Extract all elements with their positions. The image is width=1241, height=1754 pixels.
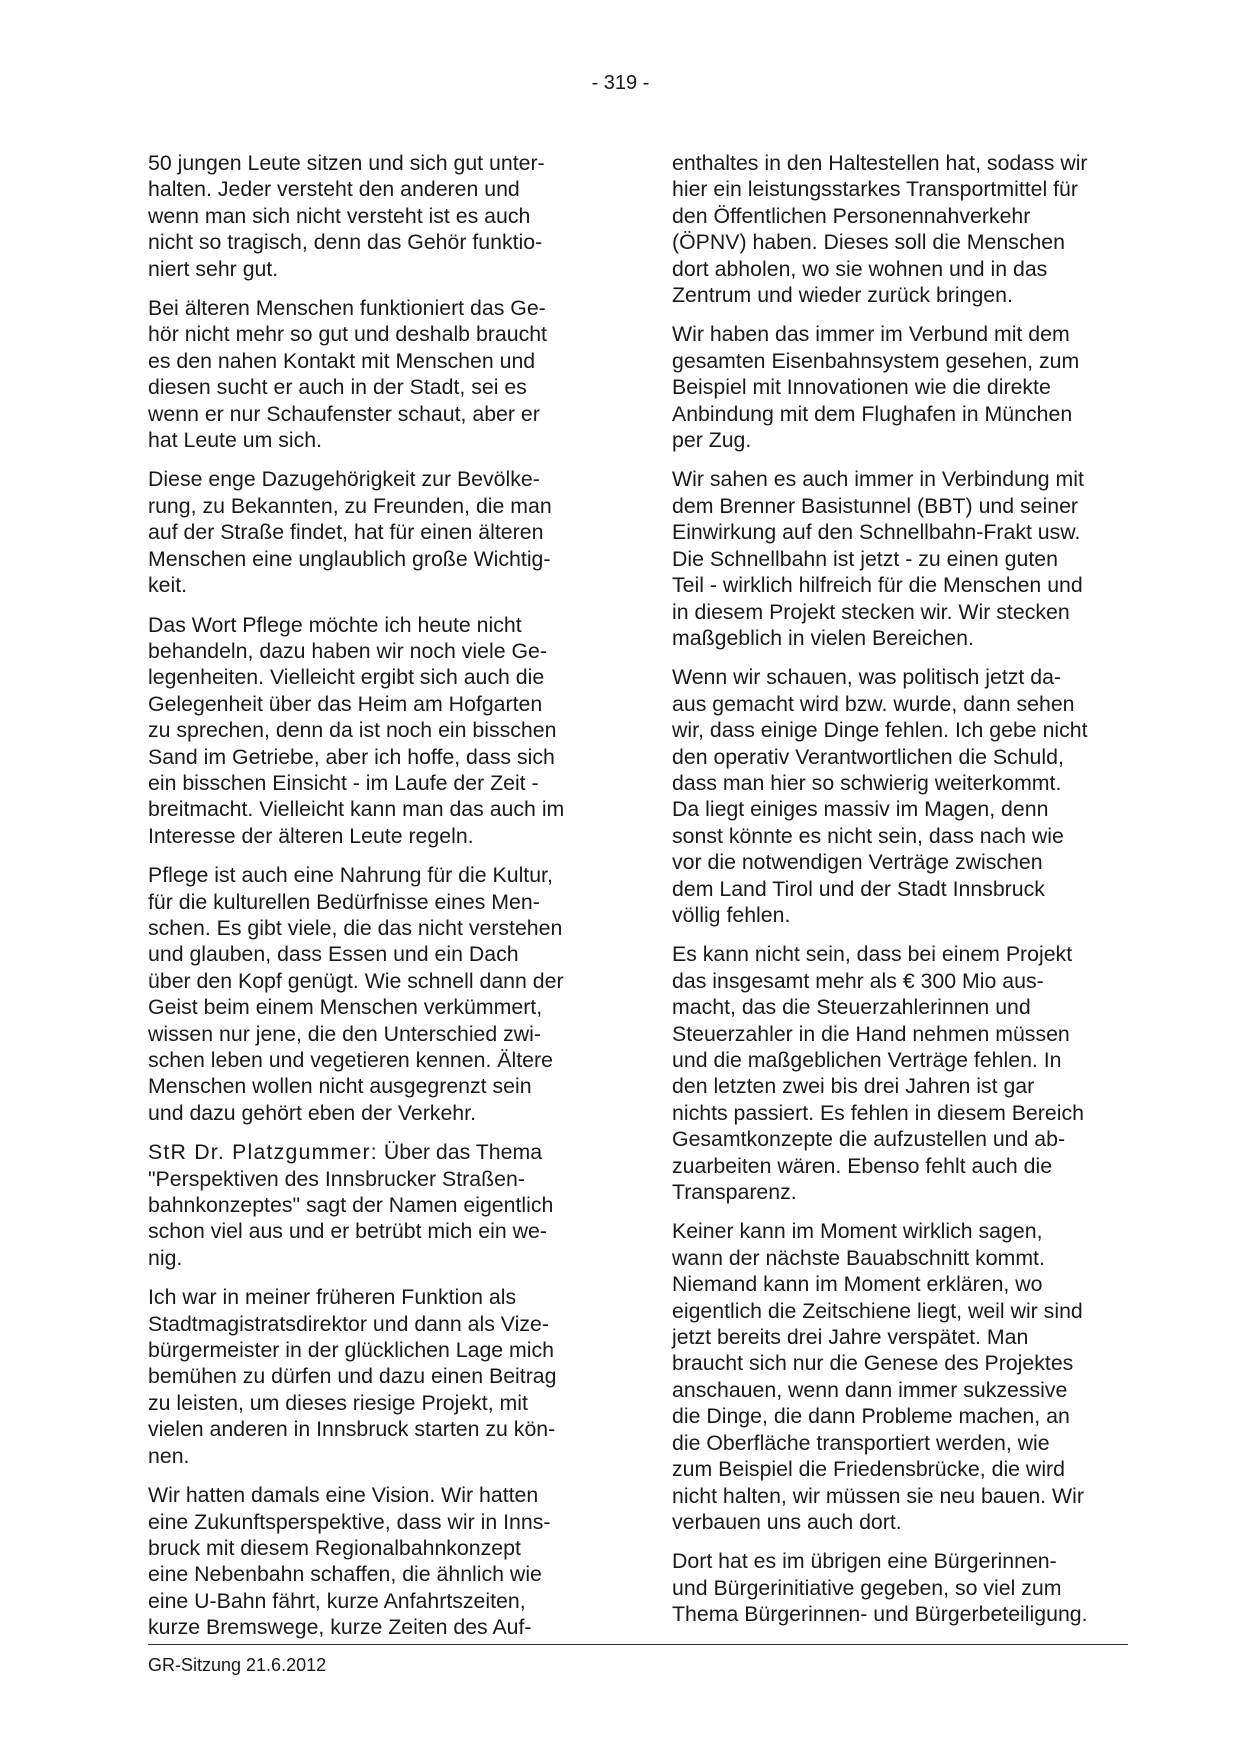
paragraph: Wenn wir schauen, was politisch jetzt da- aus gemacht wird bzw. wurde, dann sehen wir, dass einige Dinge fehlen. Ich gebe nicht den operativ Verantwortlichen die Schuld, dass man hier so schwierig weiterkommt. Da liegt einiges massiv im Magen, denn sonst könnte es nicht sein, dass nach wie vor die notwendigen Verträge zwischen dem Land Tirol und der Stadt Innsbruck völlig fehlen. bbox=[672, 665, 1088, 927]
paragraph: Wir hatten damals eine Vision. Wir hatten eine Zukunftsperspektive, dass wir in Inns- bruck mit diesem Regionalbahnkonzept eine Nebenbahn schaffen, die ähnlich wie eine U-Bahn fährt, kurze Anfahrtszeiten, kurze Bremswege, kurze Zeiten des Auf- bbox=[148, 1483, 551, 1640]
paragraph: Es kann nicht sein, dass bei einem Projekt das insgesamt mehr als € 300 Mio aus- macht, das die Steuerzahlerinnen und Steuerzahler in die Hand nehmen müssen und die maßgeblichen Verträge fehlen. In den letzten zwei bis drei Jahren ist gar nichts passiert. Es fehlen in diesem Bereich Gesamtkonzepte die aufzustellen und ab- zuarbeiten wären. Ebenso fehlt auch die Transparenz. bbox=[672, 942, 1084, 1205]
paragraph: Dort hat es im übrigen eine Bürgerinnen- und Bürgerinitiative gegeben, so viel zum Thema Bürgerinnen- und Bürgerbeteiligung. bbox=[672, 1549, 1088, 1627]
footer-session-date: GR-Sitzung 21.6.2012 bbox=[148, 1655, 327, 1675]
footer-divider bbox=[148, 1644, 1128, 1645]
paragraph: Wir sahen es auch immer in Verbindung mit dem Brenner Basistunnel (BBT) und seiner Einwirkung auf den Schnellbahn-Frakt usw. Die Schnellbahn ist jetzt - zu einen guten Teil - wirklich hilfreich für die Menschen und in diesem Projekt stecken wir. Wir stecken maßgeblich in vielen Bereichen. bbox=[672, 467, 1084, 650]
left-column bbox=[148, 150, 605, 1654]
paragraph: Pflege ist auch eine Nahrung für die Kultur, für die kulturellen Bedürfnisse eines Men- schen. Es gibt viele, die das nicht verstehen und glauben, dass Essen und ein Dach über den Kopf genügt. Wie schnell dann der Geist beim einem Menschen verkümmert, wissen nur jene, die den Unterschied zwi- schen leben und vegetieren kennen. Ältere Menschen wollen nicht ausgegrenzt sein und dazu gehört eben der Verkehr. bbox=[148, 863, 564, 1125]
paragraph: 50 jungen Leute sitzen und sich gut unter- halten. Jeder versteht den anderen und wenn man sich nicht versteht ist es auch nicht so tragisch, denn das Gehör funktio- niert sehr gut. bbox=[148, 151, 545, 281]
right-column bbox=[672, 150, 1132, 1641]
paragraph: Diese enge Dazugehörigkeit zur Bevölke- rung, zu Bekannten, zu Freunden, die man auf der Straße findet, hat für einen älteren Menschen eine unglaublich große Wichtig- keit. bbox=[148, 467, 552, 598]
paragraph: enthaltes in den Haltestellen hat, sodass wir hier ein leistungsstarkes Transportmittel für den Öffentlichen Personennahverkehr (ÖPNV) haben. Dieses soll die Menschen dort abholen, wo sie wohnen und in das Zentrum und wieder zurück bringen. bbox=[672, 151, 1088, 308]
paragraph: StR Dr. Platzgummer: Über das Thema "Perspektiven des Innsbrucker Straßen- bahnkonzeptes" sagt der Namen eigentlich schon viel aus und er betrübt mich ein we- nig. bbox=[148, 1140, 554, 1270]
paragraph: Keiner kann im Moment wirklich sagen, wann der nächste Bauabschnitt kommt. Niemand kann im Moment erklären, wo eigentlich die Zeitschiene liegt, weil wir sind jetzt bereits drei Jahre verspätet. Man braucht sich nur die Genese des Projektes anschauen, wenn dann immer sukzessive die Dinge, die dann Probleme machen, an die Oberfläche transportiert werden, wie zum Beispiel die Friedensbrücke, die wird nicht halten, wir müssen sie neu bauen. Wir verbauen uns auch dort. bbox=[672, 1219, 1084, 1534]
speaker-name: StR Dr. Platzgummer: bbox=[148, 1140, 378, 1165]
paragraph: Wir haben das immer im Verbund mit dem gesamten Eisenbahnsystem gesehen, zum Beispiel mit Innovationen wie die direkte Anbindung mit dem Flughafen in München per Zug. bbox=[672, 322, 1080, 453]
paragraph: Das Wort Pflege möchte ich heute nicht behandeln, dazu haben wir noch viele Ge- legenheiten. Vielleicht ergibt sich auch die Gelegenheit über das Heim am Hofgarten zu sprechen, denn da ist noch ein bisschen Sand im Getriebe, aber ich hoffe, dass sich ein bisschen Einsicht - im Laufe der Zeit - breitmacht. Vielleicht kann man das auch im Interesse der älteren Leute regeln. bbox=[148, 612, 565, 848]
paragraph: Bei älteren Menschen funktioniert das Ge- hör nicht mehr so gut und deshalb braucht es den nahen Kontakt mit Menschen und diesen sucht er auch in der Stadt, sei es wenn er nur Schaufenster schaut, aber er hat Leute um sich. bbox=[148, 296, 547, 453]
page-number: - 319 - bbox=[591, 72, 650, 94]
paragraph: Ich war in meiner früheren Funktion als Stadtmagistratsdirektor und dann als Vize- bürgermeister in der glücklichen Lage mich bemühen zu dürfen und dazu einen Beitrag zu leisten, um dieses riesige Projekt, mit vielen anderen in Innsbruck starten zu kön- nen. bbox=[148, 1285, 557, 1468]
